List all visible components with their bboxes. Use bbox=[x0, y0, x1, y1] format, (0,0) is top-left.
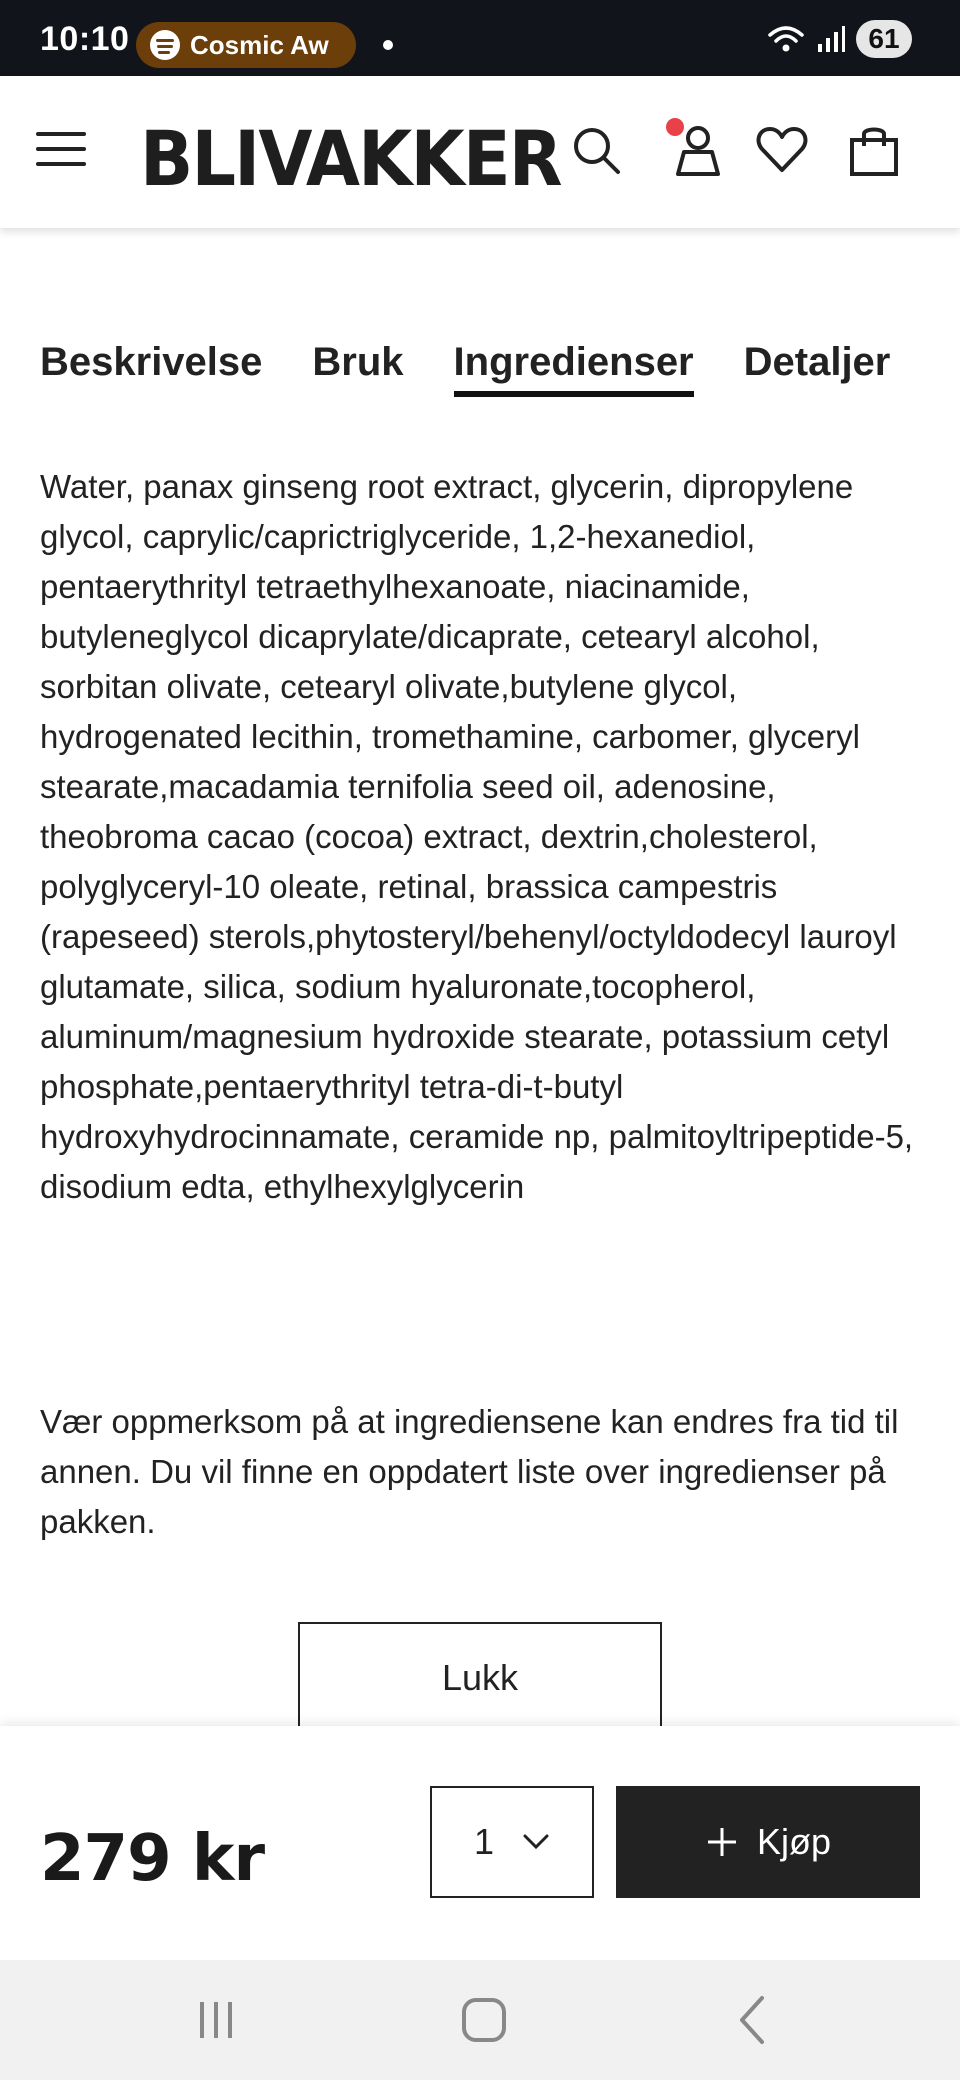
chevron-down-icon bbox=[522, 1833, 550, 1851]
spotify-icon bbox=[150, 30, 180, 60]
bag-icon[interactable] bbox=[846, 122, 902, 178]
status-icons bbox=[766, 20, 912, 58]
signal-icon bbox=[816, 24, 846, 54]
plus-icon bbox=[705, 1825, 739, 1859]
wifi-icon bbox=[766, 23, 806, 55]
buy-button[interactable] bbox=[616, 1786, 920, 1898]
recent-apps-icon[interactable] bbox=[186, 1990, 246, 2050]
media-title: Cosmic Aw bbox=[190, 29, 329, 60]
tab-bruk[interactable]: Bruk bbox=[312, 340, 404, 384]
account-notification-dot bbox=[666, 118, 684, 136]
menu-icon[interactable] bbox=[36, 128, 86, 170]
ingredients-notice: Vær oppmerksom på at ingrediensene kan endres fra tid til annen. Du vil finne en oppdatert liste over ingredienser på pakken. bbox=[40, 1403, 899, 1540]
buy-bar bbox=[0, 1726, 960, 1960]
status-time: 10:10 bbox=[40, 20, 130, 58]
site-header bbox=[0, 76, 960, 228]
notification-dot-icon bbox=[383, 40, 393, 50]
battery-indicator: 61 bbox=[856, 20, 912, 58]
close-button[interactable]: Lukk bbox=[298, 1622, 662, 1734]
media-notification-pill[interactable] bbox=[136, 22, 356, 68]
tab-ingredienser[interactable]: Ingredienser bbox=[454, 340, 694, 397]
status-bar bbox=[0, 0, 960, 76]
tab-detaljer[interactable]: Detaljer bbox=[743, 340, 891, 384]
system-nav-bar bbox=[0, 1960, 960, 2080]
brand-logo[interactable]: BLIVAKKER bbox=[140, 114, 561, 203]
quantity-value: 1 bbox=[473, 1821, 495, 1862]
home-icon[interactable] bbox=[454, 1990, 514, 2050]
back-icon[interactable] bbox=[724, 1990, 784, 2050]
quantity-select[interactable] bbox=[430, 1786, 594, 1898]
tab-beskrivelse[interactable]: Beskrivelse bbox=[40, 340, 263, 384]
product-tabs bbox=[40, 340, 940, 397]
search-icon[interactable] bbox=[568, 122, 624, 178]
buy-button-label: Kjøp bbox=[756, 1821, 832, 1862]
ingredients-text: Water, panax ginseng root extract, glycerin, dipropylene glycol, caprylic/caprictriglyceride, 1,2-hexanediol, pentaerythrityl tetraethylhexanoate, niacinamide, butyleneglycol dicaprylate/dicaprate, cetearyl alcohol, sorbitan olivate, cetearyl olivate,butylene glycol, hydrogenated lecithin, tromethamine, carbomer, glyceryl stearate,macadamia ternifolia seed oil, adenosine, theobroma cacao (cocoa) extract, dextrin,cholesterol, polyglyceryl-10 oleate, retinal, brassica campestris (rapeseed) sterols,phytosteryl/behenyl/octyldodecyl lauroyl glutamate, silica, sodium hyaluronate,tocopherol, aluminum/magnesium hydroxide stearate, potassium cetyl phosphate,pentaerythrityl tetra-di-t-butyl hydroxyhydrocinnamate, ceramide np, palmitoyltripeptide-5, disodium edta, ethylhexylglycerin bbox=[40, 468, 914, 1205]
price: 279 kr bbox=[40, 1822, 264, 1896]
heart-icon[interactable] bbox=[754, 122, 810, 178]
